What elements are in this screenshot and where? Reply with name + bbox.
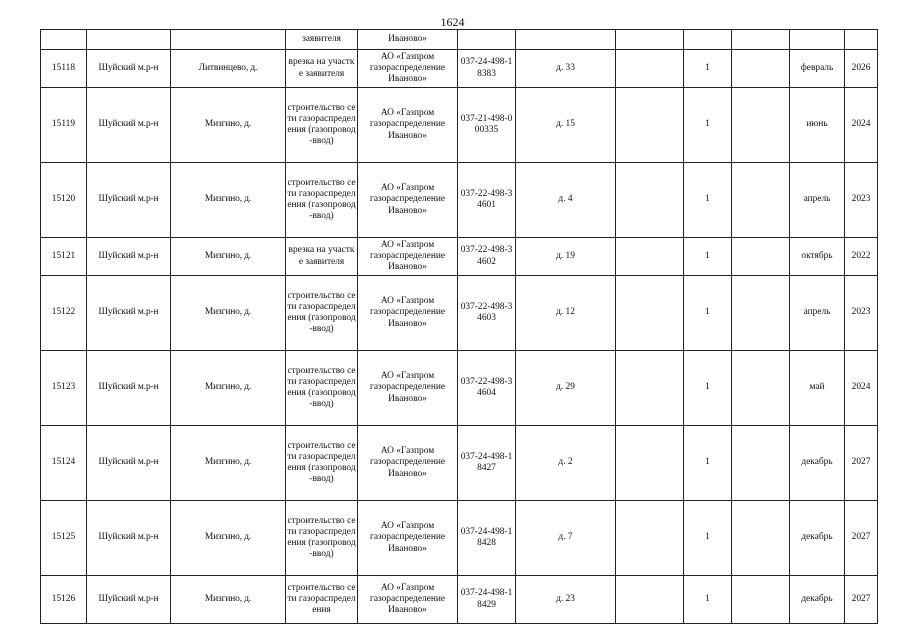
quantity-cell: 1	[684, 50, 732, 88]
empty-cell	[732, 351, 790, 426]
work-cell: заявителя	[286, 30, 358, 50]
house-cell: д. 12	[516, 276, 616, 351]
work-cell: врезка на участке заявителя	[286, 50, 358, 88]
work-cell: строительство сети газораспределения (газопровод-ввод)	[286, 501, 358, 576]
house-cell: д. 4	[516, 163, 616, 238]
empty-cell	[732, 576, 790, 624]
month-cell: декабрь	[790, 426, 845, 501]
code-cell: 037-22-498-34604	[458, 351, 516, 426]
locality-cell: Мизгино, д.	[171, 238, 286, 276]
work-cell: строительство сети газораспределения (газопровод-ввод)	[286, 88, 358, 163]
empty-cell	[616, 163, 684, 238]
id-cell: 15123	[41, 351, 87, 426]
year-cell: 2023	[845, 163, 878, 238]
work-cell: строительство сети газораспределения	[286, 576, 358, 624]
house-cell: д. 23	[516, 576, 616, 624]
year-cell: 2027	[845, 501, 878, 576]
continued-row	[41, 30, 878, 50]
locality-cell: Мизгино, д.	[171, 351, 286, 426]
locality-cell: Литвинцево, д.	[171, 50, 286, 88]
month-cell: апрель	[790, 163, 845, 238]
district-cell: Шуйский м.р-н	[87, 50, 171, 88]
locality-cell: Мизгино, д.	[171, 88, 286, 163]
quantity-cell: 1	[684, 88, 732, 163]
month-cell: июнь	[790, 88, 845, 163]
id-cell: 15126	[41, 576, 87, 624]
org-cell: АО «Газпром газораспределение Иваново»	[358, 351, 458, 426]
month-cell: май	[790, 351, 845, 426]
district-cell: Шуйский м.р-н	[87, 501, 171, 576]
code-cell: 037-22-498-34603	[458, 276, 516, 351]
page-number: 1624	[440, 15, 465, 29]
table-row	[41, 276, 878, 351]
district-cell: Шуйский м.р-н	[87, 276, 171, 351]
year-cell: 2027	[845, 426, 878, 501]
org-cell: Иваново»	[358, 30, 458, 50]
empty-cell	[732, 276, 790, 351]
house-cell: д. 33	[516, 50, 616, 88]
district-cell: Шуйский м.р-н	[87, 576, 171, 624]
empty-cell	[616, 88, 684, 163]
house-cell: д. 2	[516, 426, 616, 501]
code-cell: 037-21-498-000335	[458, 88, 516, 163]
house-cell: д. 19	[516, 238, 616, 276]
empty-cell	[616, 426, 684, 501]
registry-table	[40, 29, 878, 624]
code-cell: 037-24-498-18428	[458, 501, 516, 576]
code-cell: 037-24-498-18429	[458, 576, 516, 624]
year-cell: 2026	[845, 50, 878, 88]
org-cell: АО «Газпром газораспределение Иваново»	[358, 276, 458, 351]
house-cell: д. 15	[516, 88, 616, 163]
code-cell: 037-24-498-18383	[458, 50, 516, 88]
id-cell: 15121	[41, 238, 87, 276]
quantity-cell: 1	[684, 501, 732, 576]
locality-cell: Мизгино, д.	[171, 501, 286, 576]
quantity-cell: 1	[684, 163, 732, 238]
table-row	[41, 88, 878, 163]
table-row	[41, 50, 878, 88]
empty-cell	[732, 163, 790, 238]
month-cell: декабрь	[790, 576, 845, 624]
month-cell: апрель	[790, 276, 845, 351]
empty-cell	[616, 501, 684, 576]
work-cell: строительство сети газораспределения (газопровод-ввод)	[286, 163, 358, 238]
id-cell: 15118	[41, 50, 87, 88]
table-row	[41, 426, 878, 501]
house-cell: д. 29	[516, 351, 616, 426]
org-cell: АО «Газпром газораспределение Иваново»	[358, 501, 458, 576]
code-cell: 037-24-498-18427	[458, 426, 516, 501]
id-cell: 15124	[41, 426, 87, 501]
work-cell: врезка на участке заявителя	[286, 238, 358, 276]
locality-cell: Мизгино, д.	[171, 426, 286, 501]
id-cell: 15120	[41, 163, 87, 238]
month-cell: декабрь	[790, 501, 845, 576]
year-cell: 2024	[845, 351, 878, 426]
locality-cell: Мизгино, д.	[171, 276, 286, 351]
quantity-cell: 1	[684, 576, 732, 624]
district-cell: Шуйский м.р-н	[87, 163, 171, 238]
table-row	[41, 576, 878, 624]
org-cell: АО «Газпром газораспределение Иваново»	[358, 576, 458, 624]
house-cell: д. 7	[516, 501, 616, 576]
empty-cell	[616, 576, 684, 624]
table-row	[41, 163, 878, 238]
table-row	[41, 501, 878, 576]
org-cell: АО «Газпром газораспределение Иваново»	[358, 88, 458, 163]
work-cell: строительство сети газораспределения (газопровод-ввод)	[286, 426, 358, 501]
district-cell: Шуйский м.р-н	[87, 88, 171, 163]
id-cell: 15122	[41, 276, 87, 351]
org-cell: АО «Газпром газораспределение Иваново»	[358, 238, 458, 276]
empty-cell	[732, 501, 790, 576]
month-cell: октябрь	[790, 238, 845, 276]
org-cell: АО «Газпром газораспределение Иваново»	[358, 163, 458, 238]
quantity-cell: 1	[684, 426, 732, 501]
empty-cell	[616, 50, 684, 88]
month-cell: февраль	[790, 50, 845, 88]
org-cell: АО «Газпром газораспределение Иваново»	[358, 426, 458, 501]
year-cell: 2027	[845, 576, 878, 624]
empty-cell	[616, 238, 684, 276]
district-cell: Шуйский м.р-н	[87, 351, 171, 426]
district-cell: Шуйский м.р-н	[87, 426, 171, 501]
empty-cell	[732, 238, 790, 276]
code-cell: 037-22-498-34602	[458, 238, 516, 276]
year-cell: 2023	[845, 276, 878, 351]
work-cell: строительство сети газораспределения (газопровод-ввод)	[286, 276, 358, 351]
locality-cell: Мизгино, д.	[171, 163, 286, 238]
quantity-cell: 1	[684, 351, 732, 426]
empty-cell	[732, 50, 790, 88]
table-row	[41, 238, 878, 276]
quantity-cell: 1	[684, 238, 732, 276]
locality-cell: Мизгино, д.	[171, 576, 286, 624]
org-cell: АО «Газпром газораспределение Иваново»	[358, 50, 458, 88]
id-cell: 15119	[41, 88, 87, 163]
table-row	[41, 351, 878, 426]
year-cell: 2024	[845, 88, 878, 163]
quantity-cell: 1	[684, 276, 732, 351]
empty-cell	[616, 276, 684, 351]
empty-cell	[732, 88, 790, 163]
id-cell: 15125	[41, 501, 87, 576]
year-cell: 2022	[845, 238, 878, 276]
work-cell: строительство сети газораспределения (газопровод-ввод)	[286, 351, 358, 426]
district-cell: Шуйский м.р-н	[87, 238, 171, 276]
code-cell: 037-22-498-34601	[458, 163, 516, 238]
empty-cell	[732, 426, 790, 501]
empty-cell	[616, 351, 684, 426]
